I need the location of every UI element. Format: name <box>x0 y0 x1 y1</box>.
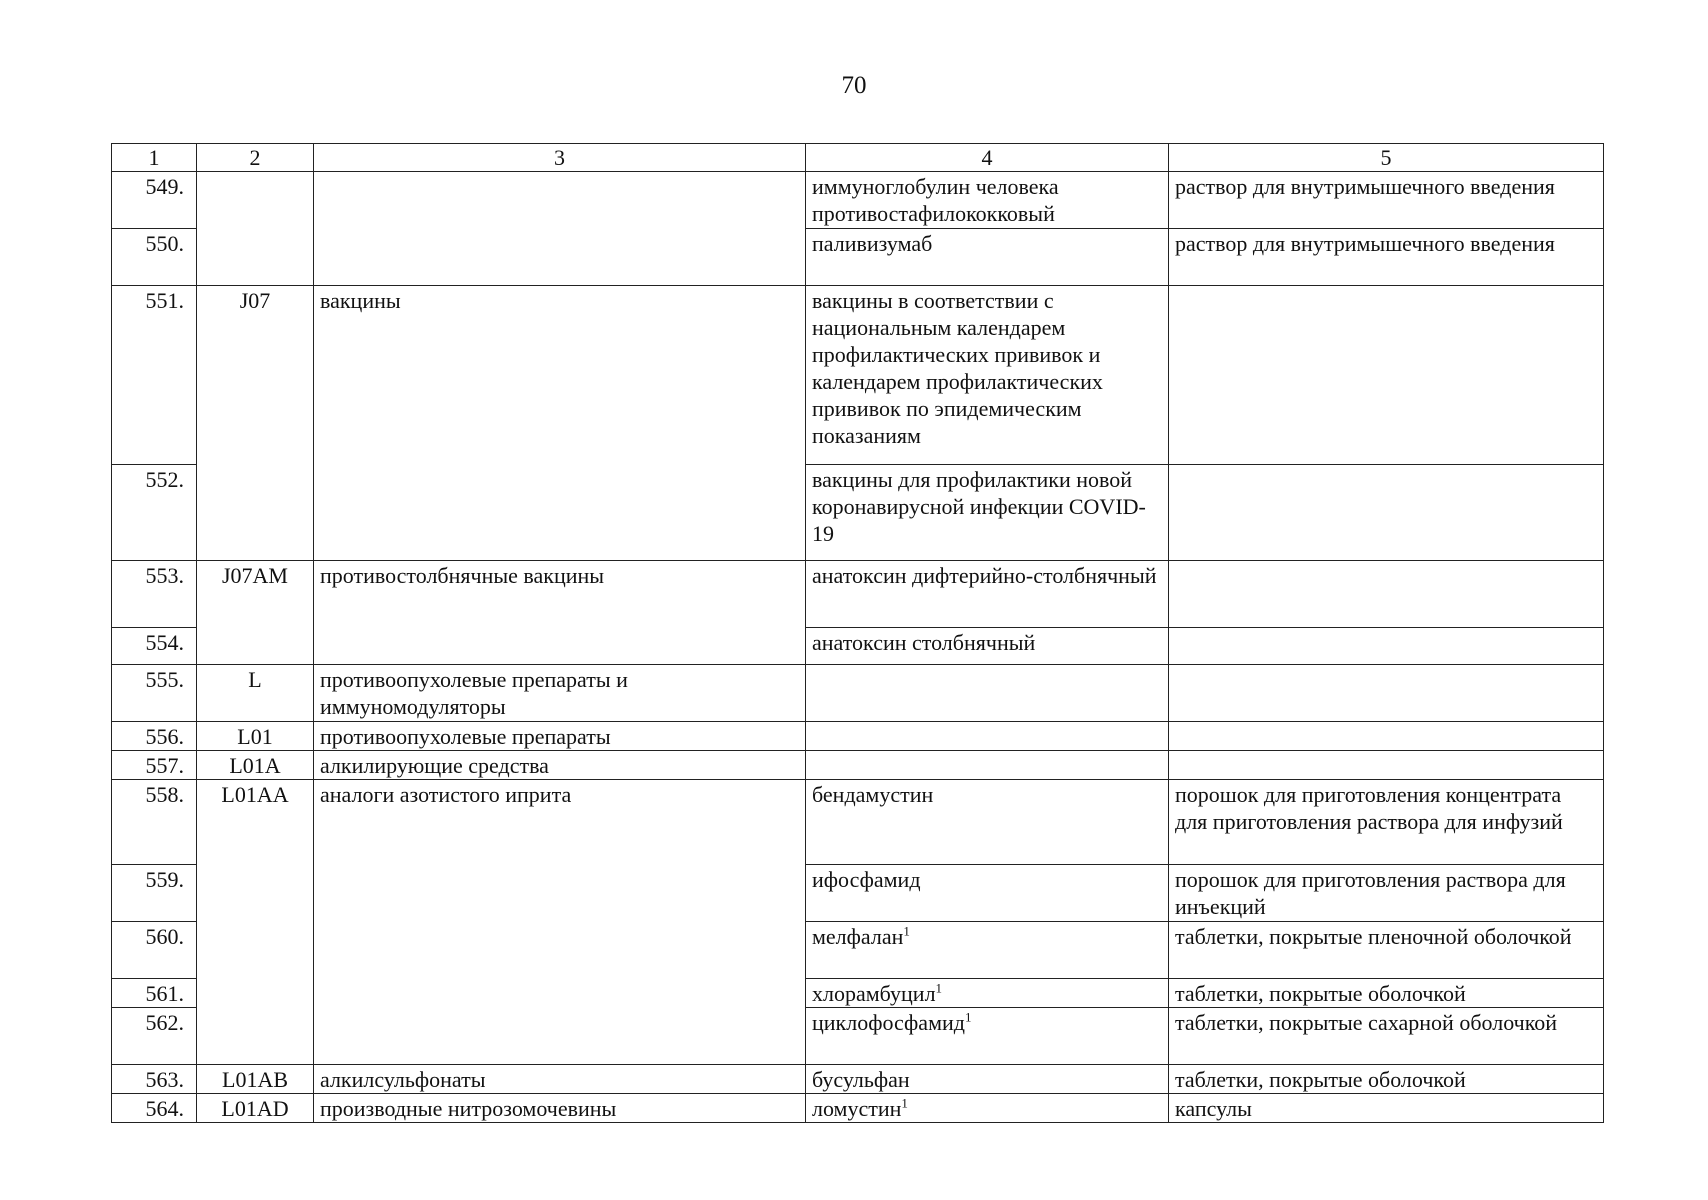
row-number: 553. <box>112 561 197 628</box>
atc-group: вакцины <box>314 286 806 561</box>
dosage-form <box>1169 561 1604 628</box>
dosage-form <box>1169 286 1604 465</box>
drug-name <box>806 722 1169 751</box>
atc-group: противоопухолевые препараты и иммуномодуляторы <box>314 665 806 722</box>
drug-name: мелфалан$^1$ <box>806 922 1169 979</box>
drug-name: анатоксин столбнячный <box>806 628 1169 665</box>
drug-name: анатоксин дифтерийно-столбнячный <box>806 561 1169 628</box>
table-row <box>112 780 1604 865</box>
header-col-1: 1 <box>112 144 197 172</box>
drug-name: циклофосфамид$^1$ <box>806 1008 1169 1065</box>
row-number: 550. <box>112 229 197 286</box>
row-number: 552. <box>112 465 197 561</box>
atc-group: алкилирующие средства <box>314 751 806 780</box>
atc-code: J07 <box>197 286 314 561</box>
dosage-form: порошок для приготовления концентрата для приготовления раствора для инфузий <box>1169 780 1604 865</box>
dosage-form: капсулы <box>1169 1094 1604 1123</box>
drug-name: бендамустин <box>806 780 1169 865</box>
dosage-form: таблетки, покрытые оболочкой <box>1169 979 1604 1008</box>
drug-name: ломустин$^1$ <box>806 1094 1169 1123</box>
drug-name <box>806 751 1169 780</box>
table-row <box>112 561 1604 628</box>
table-row <box>112 665 1604 722</box>
drug-name <box>806 665 1169 722</box>
row-number: 551. <box>112 286 197 465</box>
table-row <box>112 1065 1604 1094</box>
row-number: 562. <box>112 1008 197 1065</box>
row-number: 559. <box>112 865 197 922</box>
row-number: 556. <box>112 722 197 751</box>
atc-code: L01A <box>197 751 314 780</box>
drug-name: иммуноглобулин человека противостафилококковый <box>806 172 1169 229</box>
atc-code: L01 <box>197 722 314 751</box>
header-col-5: 5 <box>1169 144 1604 172</box>
dosage-form <box>1169 628 1604 665</box>
table-row <box>112 172 1604 229</box>
dosage-form: таблетки, покрытые пленочной оболочкой <box>1169 922 1604 979</box>
table-row <box>112 1094 1604 1123</box>
dosage-form: таблетки, покрытые оболочкой <box>1169 1065 1604 1094</box>
drug-name: хлорамбуцил$^1$ <box>806 979 1169 1008</box>
row-number: 549. <box>112 172 197 229</box>
page-number: 70 <box>841 72 867 99</box>
atc-group: противоопухолевые препараты <box>314 722 806 751</box>
row-number: 564. <box>112 1094 197 1123</box>
dosage-form <box>1169 665 1604 722</box>
header-col-3: 3 <box>314 144 806 172</box>
row-number: 563. <box>112 1065 197 1094</box>
header-row <box>112 144 1604 172</box>
drug-name: бусульфан <box>806 1065 1169 1094</box>
dosage-form: раствор для внутримышечного введения <box>1169 229 1604 286</box>
dosage-form: раствор для внутримышечного введения <box>1169 172 1604 229</box>
drug-table <box>111 143 1604 1123</box>
atc-group <box>314 172 806 286</box>
atc-code: L <box>197 665 314 722</box>
drug-name: вакцины для профилактики новой коронавирусной инфекции COVID-19 <box>806 465 1169 561</box>
atc-code: L01AB <box>197 1065 314 1094</box>
row-number: 561. <box>112 979 197 1008</box>
drug-name: вакцины в соответствии с национальным календарем профилактических прививок и календарем профилактических прививок по эпидемическим показаниям <box>806 286 1169 465</box>
atc-group: противостолбнячные вакцины <box>314 561 806 665</box>
row-number: 554. <box>112 628 197 665</box>
atc-code: L01AD <box>197 1094 314 1123</box>
atc-group: алкилсульфонаты <box>314 1065 806 1094</box>
dosage-form <box>1169 722 1604 751</box>
atc-group: производные нитрозомочевины <box>314 1094 806 1123</box>
drug-name: ифосфамид <box>806 865 1169 922</box>
table-row <box>112 286 1604 465</box>
row-number: 558. <box>112 780 197 865</box>
drug-name: паливизумаб <box>806 229 1169 286</box>
row-number: 560. <box>112 922 197 979</box>
table-row <box>112 722 1604 751</box>
dosage-form <box>1169 751 1604 780</box>
atc-code: J07AM <box>197 561 314 665</box>
atc-code: L01AA <box>197 780 314 1065</box>
header-col-4: 4 <box>806 144 1169 172</box>
dosage-form: таблетки, покрытые сахарной оболочкой <box>1169 1008 1604 1065</box>
atc-group: аналоги азотистого иприта <box>314 780 806 1065</box>
table-row <box>112 751 1604 780</box>
header-col-2: 2 <box>197 144 314 172</box>
atc-code <box>197 172 314 286</box>
dosage-form <box>1169 465 1604 561</box>
row-number: 555. <box>112 665 197 722</box>
row-number: 557. <box>112 751 197 780</box>
dosage-form: порошок для приготовления раствора для инъекций <box>1169 865 1604 922</box>
